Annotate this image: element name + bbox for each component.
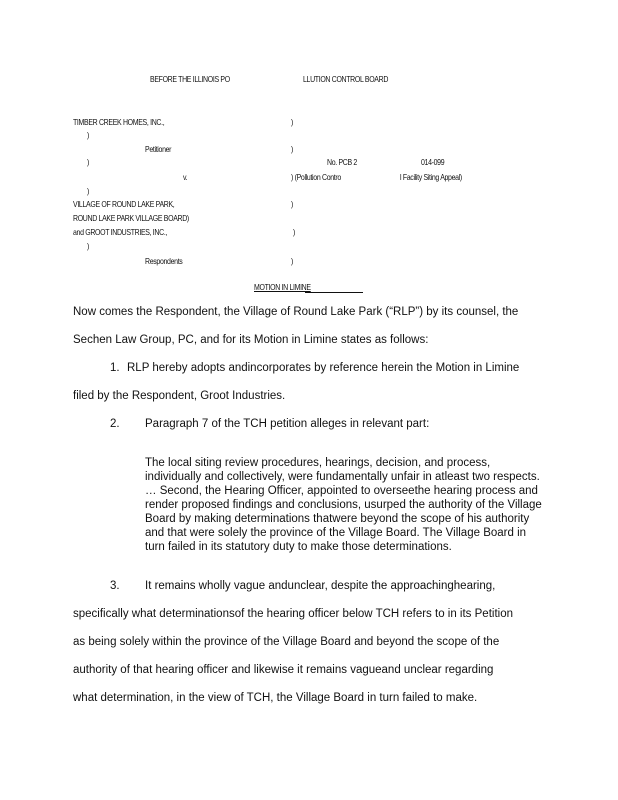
motion-title: MOTION IN LIMINE <box>254 282 311 292</box>
caption-paren: ) <box>87 186 89 196</box>
item3-line4: authority of that hearing officer and likewise it remains vagueand unclear regarding <box>73 664 494 676</box>
caption-paren: ) <box>87 130 89 140</box>
caption-paren: ) <box>87 241 89 251</box>
block-quote: The local siting review procedures, hearings, decision, and process, individually and collectively, were fundamentally unfair in atleast two respects. … Second, the Hearing Officer, appointed to overseethe hearing process and render proposed findings and conclusions, usurped the authority of the Village Board by making determinations thatwere beyond the scope of his authority and that were solely the province of the Village Board. The Village Board in turn failed in its statutory duty to make those determinations. <box>145 457 542 553</box>
item3-line3: as being solely within the province of the Village Board and beyond the scope of the <box>73 636 500 648</box>
item2-text: Paragraph 7 of the TCH petition alleges in relevant part: <box>145 418 430 430</box>
intro-line1: Now comes the Respondent, the Village of Round Lake Park (“RLP”) by its counsel, the <box>73 306 519 318</box>
petitioner-name: TIMBER CREEK HOMES, INC., <box>73 117 165 127</box>
item3-number: 3. <box>110 580 120 592</box>
item3-line2: specifically what determinationsof the hearing officer below TCH refers to in its Petition <box>73 608 513 620</box>
heading-part1: BEFORE THE ILLINOIS PO <box>150 74 230 84</box>
caption-paren: ) <box>87 157 89 167</box>
versus: v. <box>183 172 188 182</box>
caption-paren: ) <box>291 144 293 154</box>
facility-siting: l Facility Siting Appeal) <box>400 172 462 182</box>
item1-line1: RLP hereby adopts andincorporates by reference herein the Motion in Limine <box>127 362 520 374</box>
case-no-label: No. PCB 2 <box>327 157 357 167</box>
heading-part2: LLUTION CONTROL BOARD <box>303 74 389 84</box>
respondent-line2: ROUND LAKE PARK VILLAGE BOARD) <box>73 213 189 223</box>
item2-number: 2. <box>110 418 120 430</box>
title-underline <box>305 292 363 293</box>
caption-paren: ) <box>291 199 293 209</box>
case-no-value: 014-099 <box>421 157 445 167</box>
item1-line2: filed by the Respondent, Groot Industries. <box>73 390 286 402</box>
respondent-line1: VILLAGE OF ROUND LAKE PARK, <box>73 199 175 209</box>
caption-paren: ) <box>291 256 293 266</box>
caption-paren: ) <box>293 227 295 237</box>
petitioner-label: Petitioner <box>145 144 172 154</box>
intro-line2: Sechen Law Group, PC, and for its Motion in Limine states as follows: <box>73 334 429 346</box>
item3-line5: what determination, in the view of TCH, the Village Board in turn failed to make. <box>73 692 478 704</box>
item1-number: 1. <box>110 362 120 374</box>
item3-line1: It remains wholly vague andunclear, despite the approachinghearing, <box>145 580 496 592</box>
caption-paren: ) <box>291 117 293 127</box>
respondent-line3: and GROOT INDUSTRIES, INC., <box>73 227 168 237</box>
pollution-control: ) (Pollution Contro <box>291 172 341 182</box>
respondents-label: Respondents <box>145 256 183 266</box>
